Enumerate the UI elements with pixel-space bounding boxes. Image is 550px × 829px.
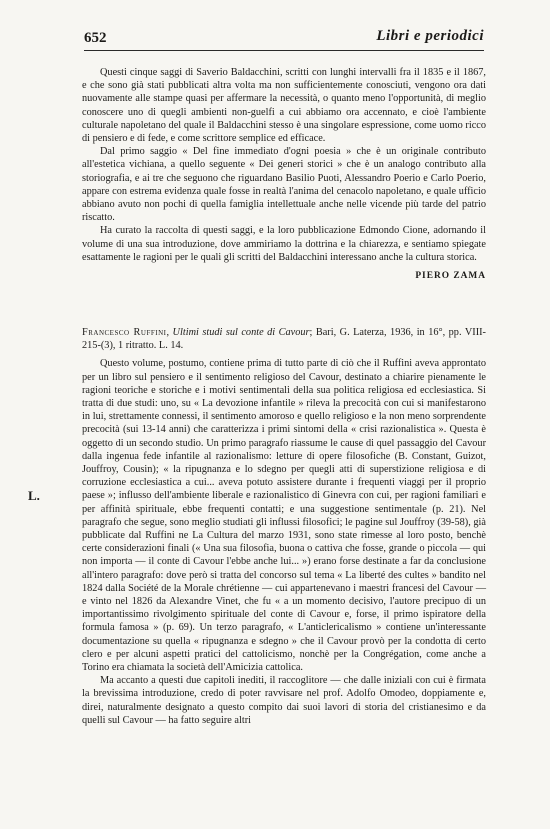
review-baldacchini: [82, 66, 486, 283]
book-title: Ultimi studi sul conte di Cavour: [172, 327, 310, 338]
paragraph: Questo volume, postumo, contiene prima di tutto parte di ciò che il Ruffini aveva approntato per un libro sul pensiero e il sentimento religioso del Cavour, destinato a chiarire pienamente le ragioni teoriche e storiche e i motivi sentimentali della sua politica religiosa ed ecclesiastica. Si tratta di due studi: uno, su « La devozione infantile » rileva la precocità con cui si manifestarono in lui, strettamente connessi, il sentimento amoroso e quello religioso e la non meno sorprendente precocità (sui 13-14 anni) che caratterizza i primi sintomi della « crisi razionalistica ». Questa è oggetto di un secondo studio. Un primo paragrafo riassume le cause di quel passaggio del Cavour dalla ingenua fede infantile al razionalismo: letture di opere filosofiche (B. Constant, Guizot, Jouffroy, Cousin); « la ripugnanza e lo sdegno per quegli atti di superstizione religiosa e di corruzione ecclesiastica a cui... aveva potuto assistere durante i frequenti viaggi per il proprio paese »; influsso dell'ambiente liberale e razionalistico di Ginevra con cui, per ragioni familiari e per affinità spirituale, ebbe frequenti contatti; e una suggestione sentimentale (p. 21). Nel paragrafo che segue, sono meglio studiati gli influssi filosofici; le pagine sul Jouffroy (39-58), già pubblicate dal Ruffini ne La Cultura del marzo 1931, sono state rimesse al loro posto, benchè certe considerazioni finali (« Una sua filosofia, buona o cattiva che fosse, grande o piccola — qui non importa — il conte di Cavour l'ebbe anche lui... ») erano forse destinate a far da conclusione all'intero paragrafo: dove però si tratta del concorso sul tema « La liberté des cultes » bandito nel 1824 dalla Société de la Morale chrétienne — cui appartenevano i maestri francesi del Cavour — e vinto nel 1826 da Alexandre Vinet, che fu « a un momento decisivo, l'autore precipuo di un importantissimo rivolgimento spirituale del conte di Cavour e, forse, il primo ispiratore della formula famosa » (p. 69). Un terzo paragrafo, « L'anticlericalismo » contiene un'interessante documentazione su quella « ripugnanza e sdegno » che il Cavour provò per la condotta di certo clero e per alcuni aspetti pratici del cattolicismo, nonchè per la Congrégation, come anche a Torino era chiamata la società dell'Amicizia cattolica.: [82, 358, 486, 674]
review-ruffini: [82, 326, 486, 727]
running-title: Libri e periodici: [376, 28, 484, 44]
page-header: [84, 28, 484, 51]
paragraph: Ma accanto a questi due capitoli inediti, il raccoglitore — che dalle iniziali con cui è firmata la brevissima introduzione, credo di poter ravvisare nel prof. Adolfo Omodeo, doppiamente e, direi, naturalmente designato a questo compito dai suoi lavori di storia del cristianesimo e da quelli sul Cavour — ha fatto seguire altri: [82, 675, 486, 726]
paragraph: Dal primo saggio « Del fine immediato d'ogni poesia » che è un originale contributo all'estetica vichiana, a quello seguente « Dei generi storici » che è un analogo contributo alla storiografia, e ai tre che seguono che riguardano Basilio Puoti, Alessandro Poerio e Carlo Poerio, appare con estrema evidenza quale fosse in realtà l'anima del cenacolo napoletano, e quale ufficio abbiano avuto non pochi di quella famiglia intellettuale anche nelle vicende più tarde del patrio riscatto.: [82, 146, 486, 224]
book-author: Francesco Ruffini: [82, 327, 167, 338]
margin-mark: L.: [28, 488, 40, 503]
paragraph: Questi cinque saggi di Saverio Baldacchini, scritti con lunghi intervalli fra il 1835 e il 1867, e che sono già stati pubblicati altra volta ma non sufficientemente conosciuti, vengono ora dati nuovamente alle stampe quasi per affermare la necessità, o quanto meno l'opportunità, di meglio conoscere uno di quegli ambienti non-guelfi a cui abbiamo ora accennato, e cioè l'ambiente culturale napoletano del quale il Baldacchini stesso è una singolare espressione, come uomo ricco di pensiero e di fede, e come scrittore semplice ed efficace.: [82, 67, 486, 145]
book-citation: Francesco Ruffini, Ultimi studi sul conte di Cavour; Bari, G. Laterza, 1936, in 16°, pp. VIII-215-(3), 1 ritratto. L. 14.: [82, 327, 486, 352]
paragraph: Ha curato la raccolta di questi saggi, e la loro pubblicazione Edmondo Cione, adornando il volume di una sua introduzione, dove ammiriamo la dottrina e la chiarezza, e sentiamo spiegate esattamente le ragioni per le quali gli scritti del Baldacchini interessano anche la cultura storica.: [82, 225, 486, 263]
page-number: 652: [84, 30, 107, 46]
book-publication: ; Bari, G. Laterza, 1936, in 16°, pp. VIII-215-(3), 1 ritratto. L. 14.: [82, 327, 486, 352]
review-signature: PIERO ZAMA: [415, 271, 486, 282]
